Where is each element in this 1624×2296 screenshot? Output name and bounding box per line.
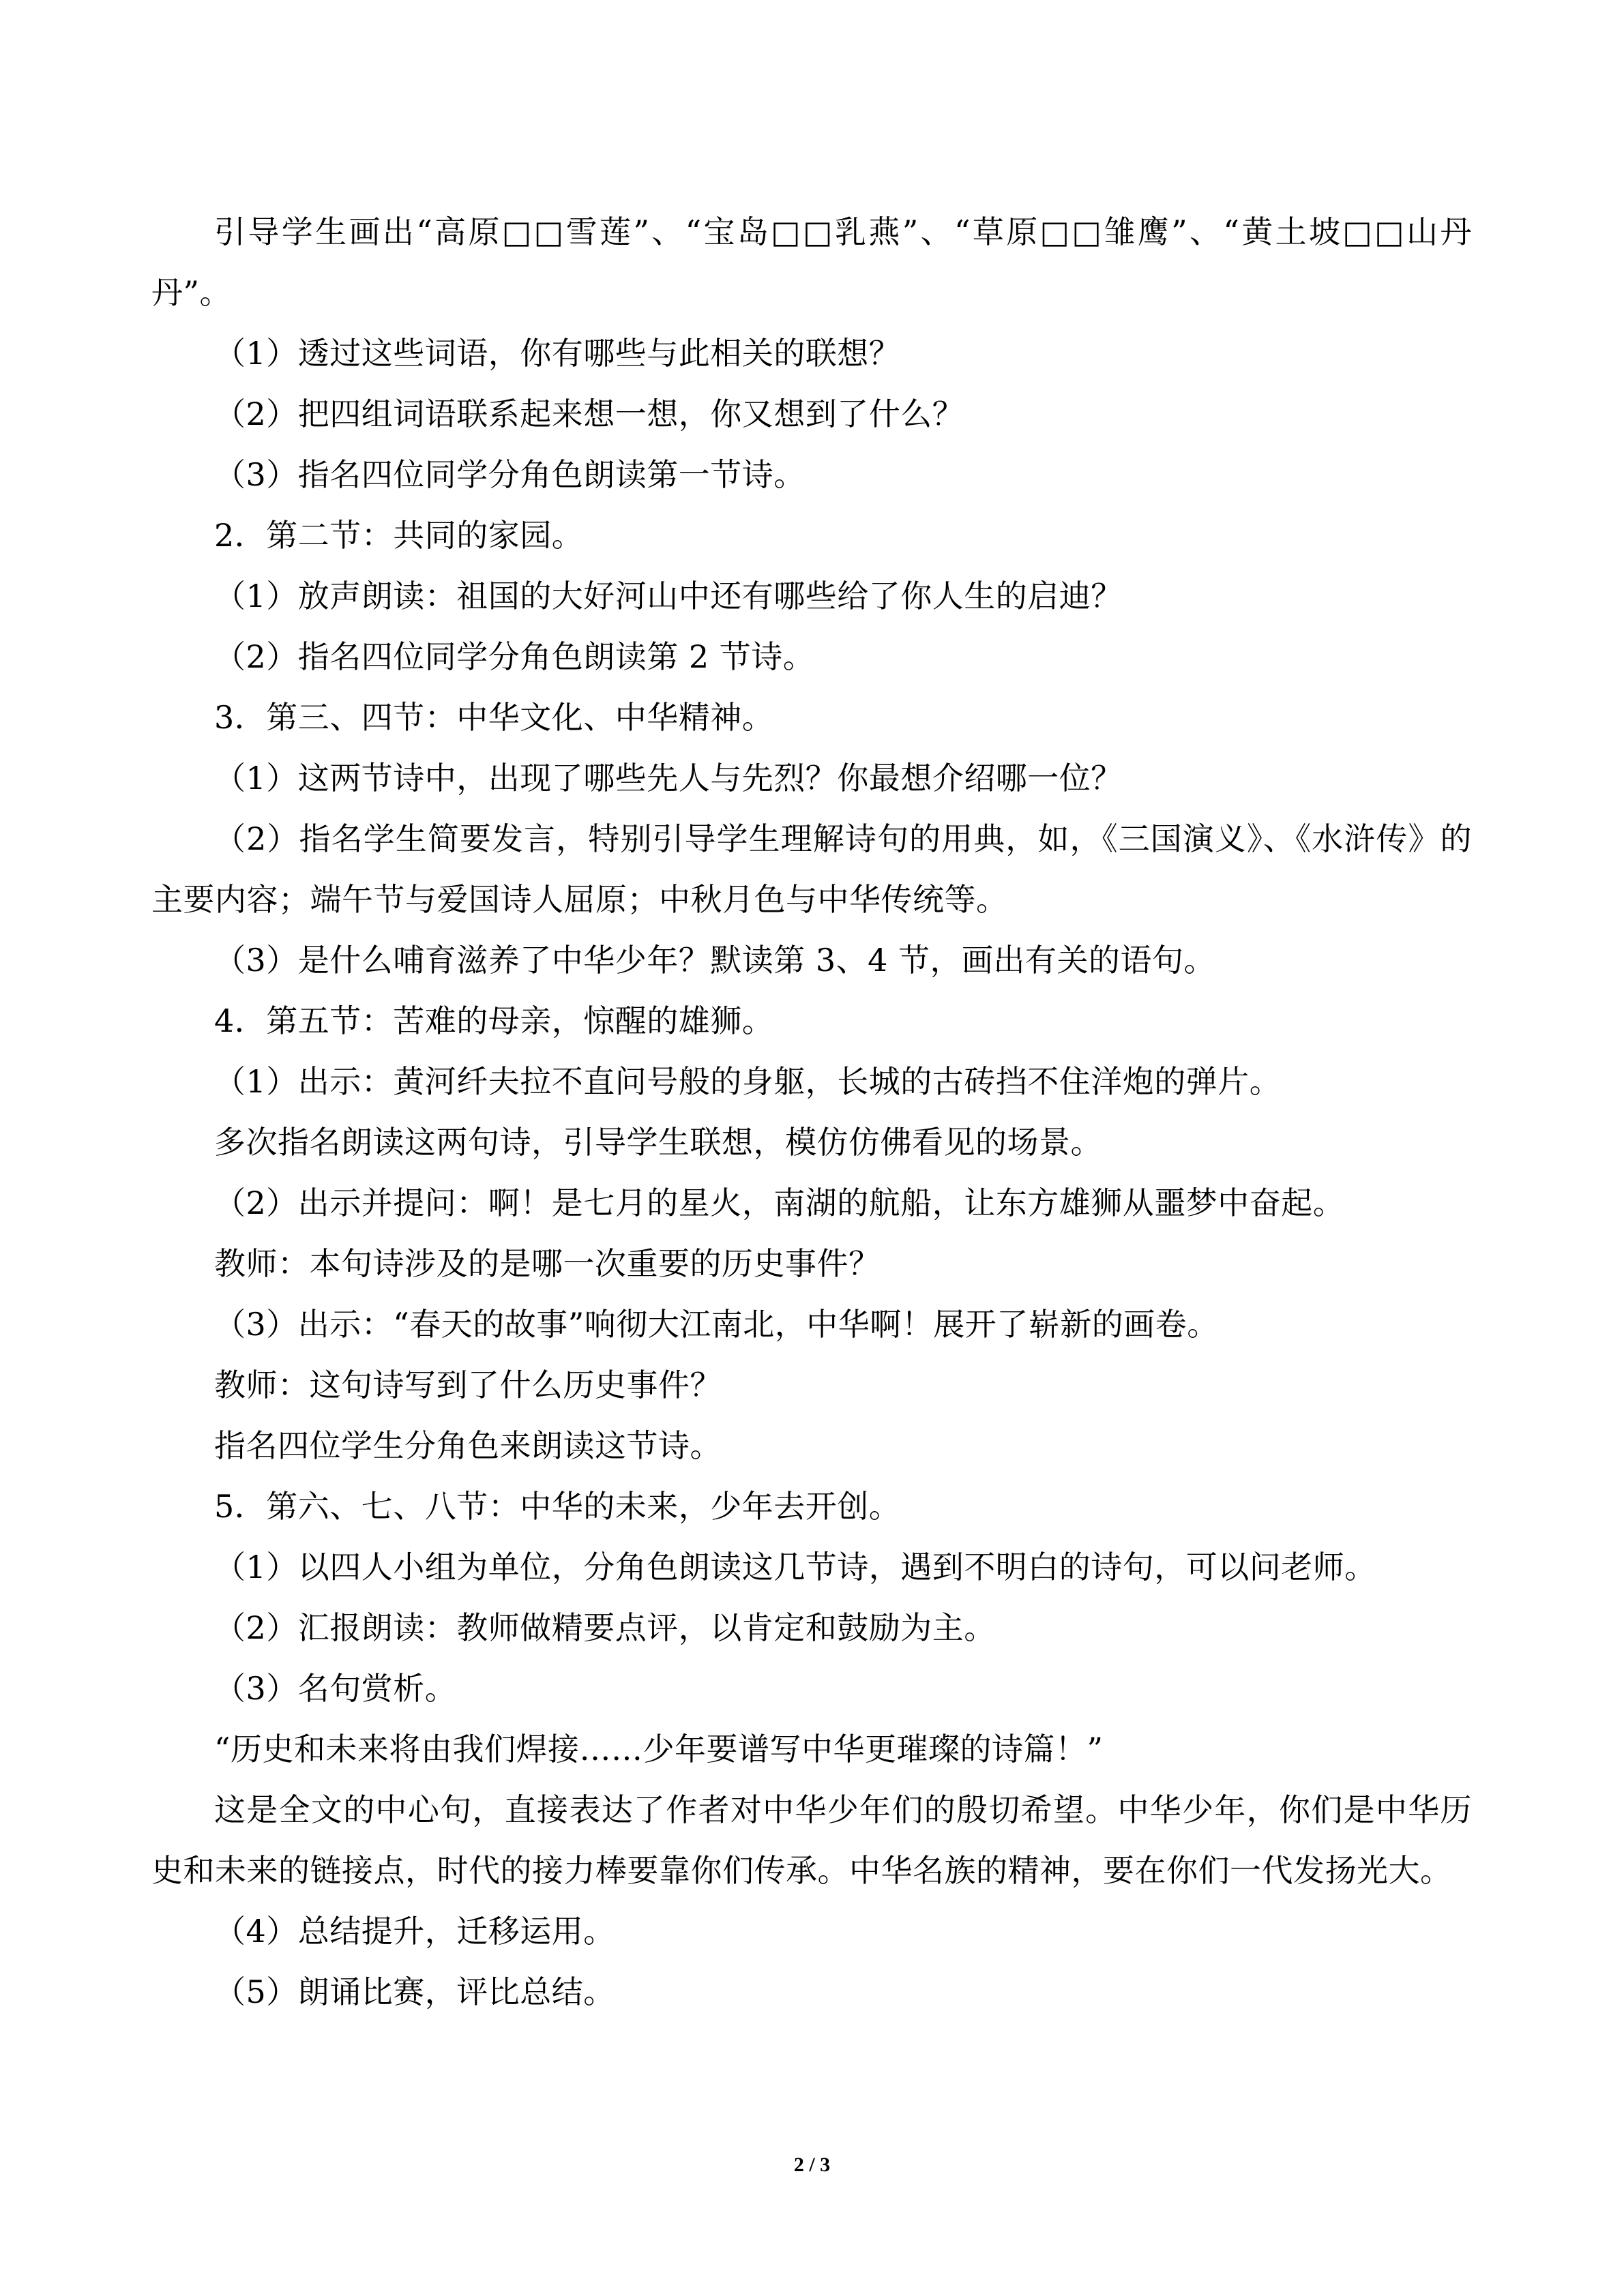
paragraph-central-sentence: 这是全文的中心句，直接表达了作者对中华少年们的殷切希望。中华少年，你们是中华历史和未来的链接点，时代的接力棒要靠你们传承。中华名族的精神，要在你们一代发扬光大。 (151, 1791, 1472, 1889)
paragraph-intro: 引导学生画出“高原□□雪莲”、“宝岛□□乳燕”、“草原□□雏鹰”、“黄土坡□□山丹丹”。 (151, 213, 1472, 311)
paragraph-s4-q3: （3）出示：“春天的故事”响彻大江南北，中华啊！展开了崭新的画卷。 (214, 1306, 1219, 1343)
paragraph-q3-read-first: （3）指名四位同学分角色朗读第一节诗。 (214, 456, 806, 493)
paragraph-s5-q1: （1）以四人小组为单位，分角色朗读这几节诗，遇到不明白的诗句，可以问老师。 (214, 1549, 1376, 1585)
section-heading-5: 5．第六、七、八节：中华的未来，少年去开创。 (214, 1488, 901, 1525)
paragraph-s4-teacher2: 教师：这句诗写到了什么历史事件？ (214, 1367, 722, 1403)
paragraph-s2-q1: （1）放声朗读：祖国的大好河山中还有哪些给了你人生的启迪？ (214, 578, 1123, 614)
paragraph-s2-q2: （2）指名四位同学分角色朗读第 2 节诗。 (214, 638, 815, 675)
paragraph-s5-q3: （3）名句赏析。 (214, 1670, 457, 1707)
page-number: 2 / 3 (793, 2153, 831, 2176)
paragraph-s5-q2: （2）汇报朗读：教师做精要点评，以肯定和鼓励为主。 (214, 1609, 996, 1646)
paragraph-s5-q4: （4）总结提升，迁移运用。 (214, 1913, 615, 1950)
section-heading-2: 2．第二节：共同的家园。 (214, 517, 584, 554)
section-heading-3: 3．第三、四节：中华文化、中华精神。 (214, 699, 774, 736)
paragraph-s4-read: 指名四位学生分角色来朗读这节诗。 (214, 1427, 722, 1464)
page-body (151, 202, 1472, 2023)
paragraph-s3-q2: （2）指名学生简要发言，特别引导学生理解诗句的用典，如，《三国演义》、《水浒传》的主要内容；端午节与爱国诗人屈原；中秋月色与中华传统等。 (151, 820, 1472, 918)
paragraph-quote: “历史和未来将由我们焊接……少年要谱写中华更璀璨的诗篇！” (214, 1731, 1104, 1768)
section-heading-4: 4．第五节：苦难的母亲，惊醒的雄狮。 (214, 1002, 774, 1039)
paragraph-q1-associations: （1）透过这些词语，你有哪些与此相关的联想？ (214, 335, 901, 372)
paragraph-q2-connect: （2）把四组词语联系起来想一想，你又想到了什么？ (214, 396, 964, 432)
paragraph-s4-q2: （2）出示并提问：啊！是七月的星火，南湖的航船，让东方雄狮从噩梦中奋起。 (214, 1184, 1345, 1221)
paragraph-s4-note1: 多次指名朗读这两句诗，引导学生联想，模仿仿佛看见的场景。 (214, 1124, 1102, 1161)
paragraph-s3-q3: （3）是什么哺育滋养了中华少年？默读第 3、4 节，画出有关的语句。 (214, 942, 1216, 979)
paragraph-s5-q5: （5）朗诵比赛，评比总结。 (214, 1973, 615, 2010)
paragraph-s4-q1: （1）出示：黄河纤夫拉不直问号般的身躯，长城的古砖挡不住洋炮的弹片。 (214, 1063, 1282, 1100)
paragraph-s4-teacher1: 教师：本句诗涉及的是哪一次重要的历史事件？ (214, 1245, 881, 1282)
paragraph-s3-q1: （1）这两节诗中，出现了哪些先人与先烈？你最想介绍哪一位？ (214, 760, 1123, 796)
